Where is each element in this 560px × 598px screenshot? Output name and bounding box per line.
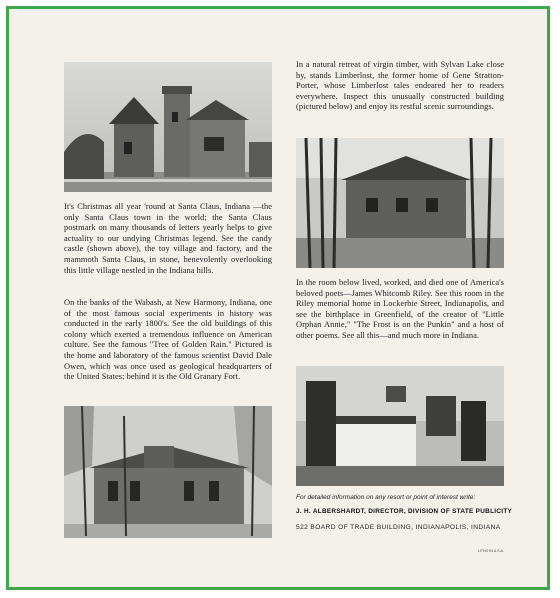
paragraph-new-harmony: On the banks of the Wabash, at New Harmony, Indiana, one of the most famous social experiments in history was conducted in the early 1800's. See the old buildings of this colony which exerted a tremendous influence on American culture. See the famous "Tree of Golden Rain." Pictured is the home and laboratory of the famous scientist David Dale Owen, which was once used as geological headquarters of the United States; behind it is the Old Granary Fort. <box>64 298 272 382</box>
footer-director: J. H. ALBERSHARDT, DIRECTOR, DIVISION OF STATE PUBLICITY <box>296 508 513 515</box>
footer-address: 522 BOARD OF TRADE BUILDING, INDIANAPOLIS, INDIANA <box>296 524 501 531</box>
photo-riley-room <box>296 366 504 486</box>
photo-candy-castle <box>64 62 272 192</box>
footer-note: For detailed information on any resort or point of interest write: <box>296 494 476 501</box>
photo-owen-laboratory <box>64 406 272 538</box>
photo-limberlost <box>296 138 504 268</box>
paragraph-santa-claus: It's Christmas all year 'round at Santa Claus, Indiana —the only Santa Claus town in the world; the Santa Claus postmark on many thousands of letters yearly helps to give actuality to our undying Christmas legend. See the candy castle (shown above), the toy village and factory, and the mammoth Santa Claus, in stone, benevolently overlooking this little village nestled in the Indiana hills. <box>64 202 272 275</box>
printer-mark: LITHO IN U.S.A. <box>478 549 504 553</box>
paragraph-riley: In the room below lived, worked, and died one of America's beloved poets—James Whitcomb Riley. See this room in the Riley memorial home in Lockerbie Street, Indianapolis, and see the birthplace in Greenfield, of the creator of "Little Orphan Annie," "The Frost is on the Punkin" and a host of other poems. See all this—and much more in Indiana. <box>296 278 504 340</box>
paragraph-limberlost: In a natural retreat of virgin timber, with Sylvan Lake close by, stands Limberlost, the former home of Gene Stratton-Porter, whose Limberlost tales endeared her to readers everywhere. Inspect this unusually constructed building (pictured below) and enjoy its restful scenic surroundings. <box>296 60 504 112</box>
